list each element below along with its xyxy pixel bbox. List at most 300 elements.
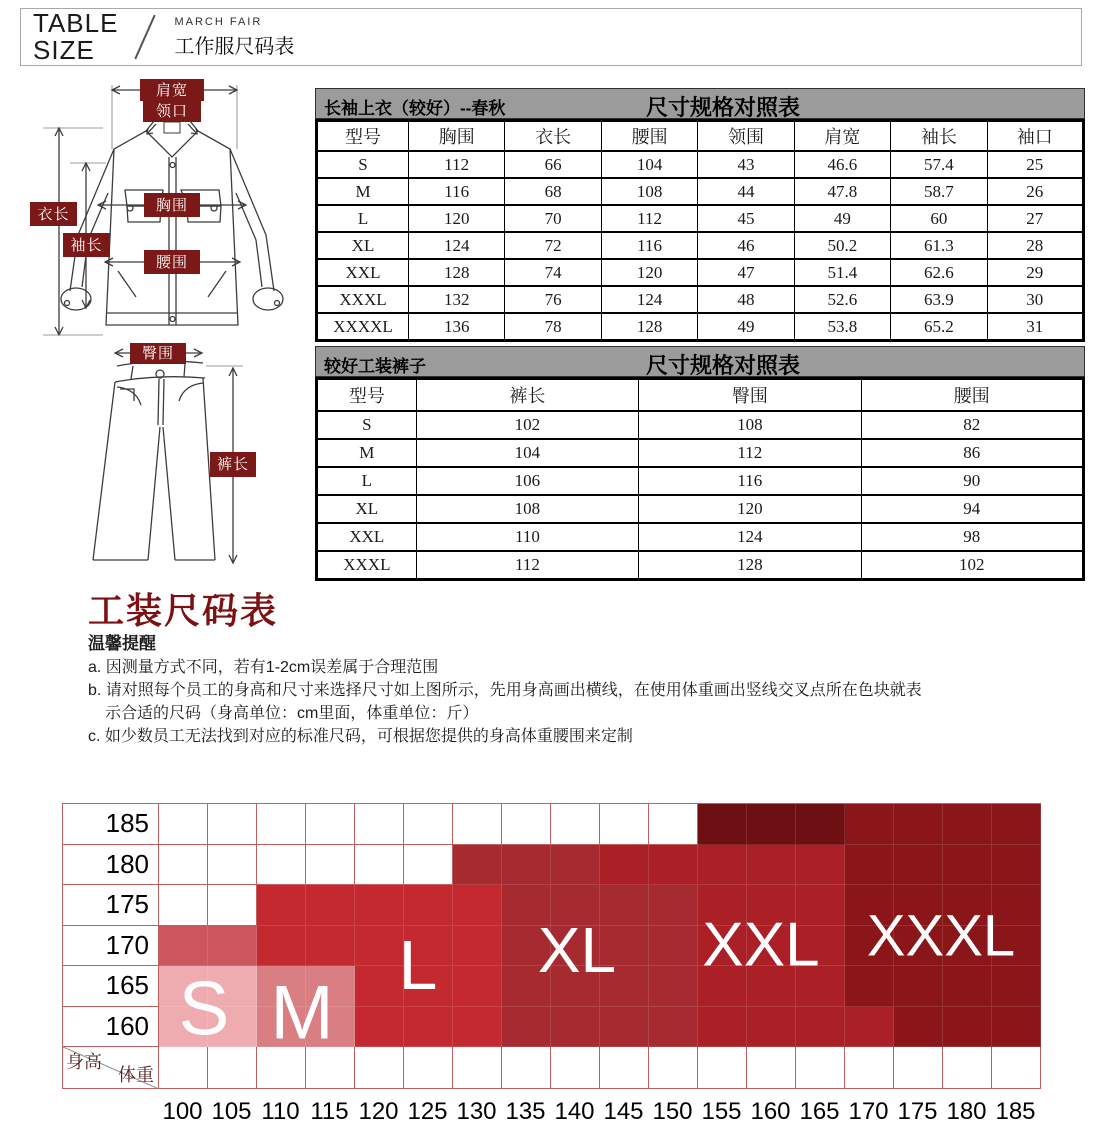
heatmap-cell xyxy=(404,966,453,1007)
table-cell: 61.3 xyxy=(891,232,987,259)
heatmap-cell xyxy=(159,1007,208,1048)
svg-text:袖长: 袖长 xyxy=(70,236,103,254)
table-cell: 28 xyxy=(987,232,1083,259)
table-cell: 120 xyxy=(409,205,505,232)
x-axis-label: 110 xyxy=(261,1098,300,1125)
table-row xyxy=(317,205,1084,232)
table-cell: M xyxy=(317,178,409,205)
table-cell: XXXL xyxy=(317,551,417,580)
table-cell: 29 xyxy=(987,259,1083,286)
table-header-row xyxy=(317,379,1084,412)
heatmap-cell xyxy=(208,1007,257,1048)
heatmap-cell xyxy=(551,885,600,926)
heatmap-cell xyxy=(355,845,404,886)
heatmap-cell xyxy=(796,926,845,967)
table-cell: XL xyxy=(317,495,417,523)
table-cell: S xyxy=(317,151,409,178)
table-row xyxy=(317,259,1084,286)
heatmap-cell xyxy=(600,966,649,1007)
brand-text xyxy=(174,16,294,59)
y-axis-label: 160 xyxy=(63,1007,159,1048)
heatmap-cell xyxy=(698,804,747,845)
heatmap-cell xyxy=(208,804,257,845)
column-header: 腰围 xyxy=(861,379,1083,412)
column-header: 裤长 xyxy=(416,379,638,412)
column-header: 型号 xyxy=(317,121,409,152)
column-header: 腰围 xyxy=(601,121,697,152)
size-zone-label-xxxl: XXXL xyxy=(866,903,1016,969)
table-cell: L xyxy=(317,205,409,232)
table-cell: 120 xyxy=(601,259,697,286)
table-cell: 50.2 xyxy=(794,232,890,259)
empty-axis-cell xyxy=(894,1047,943,1089)
table-cell: 66 xyxy=(505,151,601,178)
table-row xyxy=(317,286,1084,313)
table-cell: 108 xyxy=(639,411,861,439)
table-cell: 116 xyxy=(639,467,861,495)
empty-axis-cell xyxy=(747,1047,796,1089)
notes-block xyxy=(88,632,1018,748)
jacket-size-table xyxy=(315,88,1085,342)
heatmap-cell xyxy=(845,804,894,845)
table-cell: S xyxy=(317,411,417,439)
heatmap-cell xyxy=(502,966,551,1007)
x-axis-label: 155 xyxy=(701,1098,742,1125)
heatmap-cell xyxy=(551,926,600,967)
heatmap-cell xyxy=(404,926,453,967)
table-cell: 45 xyxy=(698,205,794,232)
heatmap-cell xyxy=(600,804,649,845)
table-cell: 26 xyxy=(987,178,1083,205)
heatmap-cell xyxy=(355,1007,404,1048)
empty-axis-cell xyxy=(502,1047,551,1089)
heatmap-cell xyxy=(943,804,992,845)
pants-table-title: 较好工装裤子 xyxy=(324,357,426,376)
table-cell: 90 xyxy=(861,467,1083,495)
table-cell: 25 xyxy=(987,151,1083,178)
x-axis-title: 体重 xyxy=(118,1065,154,1085)
x-axis-label: 115 xyxy=(310,1098,349,1125)
heatmap-cell xyxy=(992,845,1041,886)
table-cell: 49 xyxy=(698,313,794,341)
height-weight-size-chart xyxy=(62,803,1041,1126)
table-row xyxy=(317,232,1084,259)
heatmap-cell xyxy=(747,966,796,1007)
brand-name: MARCH FAIR xyxy=(174,15,263,28)
table-row xyxy=(317,313,1084,341)
heatmap-cell xyxy=(257,885,306,926)
table-cell: 72 xyxy=(505,232,601,259)
heatmap-cell xyxy=(698,926,747,967)
table-cell: 102 xyxy=(416,411,638,439)
y-axis-label: 185 xyxy=(63,804,159,845)
table-cell: 30 xyxy=(987,286,1083,313)
heatmap-cell xyxy=(747,804,796,845)
x-axis-label: 180 xyxy=(946,1098,987,1125)
column-header: 袖长 xyxy=(891,121,987,152)
heatmap-cell xyxy=(551,845,600,886)
heatmap-cell xyxy=(943,926,992,967)
size-zone-label-m: M xyxy=(270,970,334,1056)
table-cell: 104 xyxy=(416,439,638,467)
y-axis-label: 180 xyxy=(63,845,159,886)
table-cell: 46 xyxy=(698,232,794,259)
table-cell: 76 xyxy=(505,286,601,313)
logo-line-1: TABLE xyxy=(33,8,119,38)
heatmap-cell xyxy=(551,804,600,845)
x-axis-label: 175 xyxy=(897,1098,938,1125)
empty-axis-cell xyxy=(796,1047,845,1089)
table-cell: 98 xyxy=(861,523,1083,551)
table-cell: 63.9 xyxy=(891,286,987,313)
heatmap-cell xyxy=(600,845,649,886)
heatmap-cell xyxy=(257,804,306,845)
heatmap-cell xyxy=(992,966,1041,1007)
heatmap-cell xyxy=(159,804,208,845)
empty-axis-cell xyxy=(159,1047,208,1089)
table-cell: 49 xyxy=(794,205,890,232)
label-cloth-length xyxy=(30,202,77,226)
jacket-table-title: 长袖上衣（较好）--春秋 xyxy=(324,99,506,118)
table-cell: 104 xyxy=(601,151,697,178)
table-cell: 70 xyxy=(505,205,601,232)
svg-text:肩宽: 肩宽 xyxy=(155,81,189,99)
jacket-table xyxy=(315,119,1085,342)
heatmap-cell xyxy=(649,804,698,845)
heatmap-cell xyxy=(845,845,894,886)
table-cell: 74 xyxy=(505,259,601,286)
heatmap-cell xyxy=(992,926,1041,967)
note-line: c. 如少数员工无法找到对应的标准尺码，可根据您提供的身高体重腰围来定制 xyxy=(88,728,633,745)
empty-axis-cell xyxy=(698,1047,747,1089)
y-axis-label: 165 xyxy=(63,966,159,1007)
table-cell: 57.4 xyxy=(891,151,987,178)
table-cell: 112 xyxy=(601,205,697,232)
column-header: 领围 xyxy=(698,121,794,152)
size-zone-label-xl: XL xyxy=(537,914,617,986)
heatmap-cell xyxy=(551,966,600,1007)
heatmap-cell xyxy=(649,885,698,926)
page-title: 工作服尺码表 xyxy=(174,35,295,58)
heatmap-cell xyxy=(208,845,257,886)
heatmap-cell xyxy=(796,1007,845,1048)
heatmap-cell xyxy=(894,926,943,967)
jacket-table-subtitle: 尺寸规格对照表 xyxy=(646,95,801,120)
heatmap-cell xyxy=(404,1007,453,1048)
column-header: 袖口 xyxy=(987,121,1083,152)
heatmap-cell xyxy=(796,804,845,845)
table-cell: 31 xyxy=(987,313,1083,341)
column-header: 型号 xyxy=(317,379,417,412)
table-cell: 27 xyxy=(987,205,1083,232)
pants-table xyxy=(315,377,1085,581)
size-zone-label-xxl: XXL xyxy=(702,910,820,980)
heatmap-cell xyxy=(257,926,306,967)
table-cell: 124 xyxy=(409,232,505,259)
heatmap-cell xyxy=(306,845,355,886)
heatmap-cell xyxy=(649,1007,698,1048)
table-cell: 53.8 xyxy=(794,313,890,341)
heatmap-cell xyxy=(502,885,551,926)
heatmap-cell xyxy=(894,885,943,926)
heatmap-cell xyxy=(208,966,257,1007)
table-row xyxy=(317,467,1084,495)
empty-axis-cell xyxy=(404,1047,453,1089)
table-cell: 48 xyxy=(698,286,794,313)
table-row xyxy=(317,551,1084,580)
column-header: 臀围 xyxy=(639,379,861,412)
table-cell: 124 xyxy=(639,523,861,551)
table-cell: 94 xyxy=(861,495,1083,523)
x-axis-label: 130 xyxy=(456,1098,497,1125)
heatmap-cell xyxy=(208,926,257,967)
heatmap-cell xyxy=(404,845,453,886)
table-cell: 116 xyxy=(409,178,505,205)
heatmap-cell xyxy=(943,845,992,886)
empty-axis-cell xyxy=(649,1047,698,1089)
table-cell: L xyxy=(317,467,417,495)
table-cell: 51.4 xyxy=(794,259,890,286)
heatmap-cell xyxy=(649,966,698,1007)
empty-axis-cell xyxy=(306,1047,355,1089)
notes-heading: 温馨提醒 xyxy=(88,634,156,653)
table-cell: 62.6 xyxy=(891,259,987,286)
heatmap-cell xyxy=(894,804,943,845)
heatmap-cell xyxy=(894,845,943,886)
empty-axis-cell xyxy=(355,1047,404,1089)
heatmap-cell xyxy=(306,885,355,926)
label-chest xyxy=(144,193,200,217)
heatmap-cell xyxy=(404,885,453,926)
table-header-row xyxy=(317,121,1084,152)
heatmap-cell xyxy=(747,926,796,967)
x-axis-label: 140 xyxy=(554,1098,595,1125)
empty-axis-cell xyxy=(600,1047,649,1089)
column-header: 胸围 xyxy=(409,121,505,152)
table-cell: 78 xyxy=(505,313,601,341)
y-axis-title: 身高 xyxy=(66,1052,102,1072)
heatmap-cell xyxy=(943,1007,992,1048)
table-cell: 136 xyxy=(409,313,505,341)
heatmap-cell xyxy=(306,1007,355,1048)
table-cell: 128 xyxy=(601,313,697,341)
table-row xyxy=(317,178,1084,205)
heatmap-cell xyxy=(404,804,453,845)
svg-text:衣长: 衣长 xyxy=(37,205,70,223)
x-axis-label: 160 xyxy=(750,1098,791,1125)
heatmap-cell xyxy=(453,845,502,886)
table-cell: 68 xyxy=(505,178,601,205)
heatmap-cell xyxy=(453,804,502,845)
heatmap-cell xyxy=(502,926,551,967)
heatmap-cell xyxy=(355,885,404,926)
section-title: 工装尺码表 xyxy=(88,590,279,631)
header xyxy=(20,8,1082,66)
x-axis-label: 120 xyxy=(358,1098,399,1125)
heatmap-cell xyxy=(943,966,992,1007)
note-line: b. 请对照每个员工的身高和尺寸来选择尺寸如上图所示，先用身高画出横线，在使用体重画出竖线交叉点所在色块就表 xyxy=(88,682,922,699)
heatmap-cell xyxy=(600,885,649,926)
column-header: 衣长 xyxy=(505,121,601,152)
table-row xyxy=(317,151,1084,178)
column-header: 肩宽 xyxy=(794,121,890,152)
axis-corner-cell xyxy=(63,1047,159,1089)
table-cell: M xyxy=(317,439,417,467)
heatmap-cell xyxy=(992,885,1041,926)
table-cell: 116 xyxy=(601,232,697,259)
note-line: 示合适的尺码（身高单位：cm里面，体重单位：斤） xyxy=(105,705,479,722)
table-cell: 112 xyxy=(416,551,638,580)
heatmap-cell xyxy=(698,966,747,1007)
heatmap-cell xyxy=(894,966,943,1007)
table-cell: 47 xyxy=(698,259,794,286)
heatmap-cell xyxy=(747,1007,796,1048)
table-cell: 128 xyxy=(409,259,505,286)
empty-axis-cell xyxy=(943,1047,992,1089)
heatmap-cell xyxy=(698,845,747,886)
heatmap-cell xyxy=(747,885,796,926)
heatmap-cell xyxy=(698,885,747,926)
label-sleeve-length xyxy=(63,233,110,257)
heatmap-cell xyxy=(502,1007,551,1048)
heatmap-cell xyxy=(355,966,404,1007)
heatmap-cell xyxy=(992,804,1041,845)
heatmap-cell xyxy=(551,1007,600,1048)
size-zone-label-s: S xyxy=(178,966,230,1052)
pants-table-subtitle: 尺寸规格对照表 xyxy=(646,353,801,378)
heatmap-cell xyxy=(355,804,404,845)
heatmap-cell xyxy=(600,1007,649,1048)
x-axis-label: 125 xyxy=(407,1098,448,1125)
x-axis-label: 165 xyxy=(799,1098,840,1125)
x-axis-label: 150 xyxy=(652,1098,693,1125)
heatmap-cell xyxy=(159,966,208,1007)
heatmap-cell xyxy=(747,845,796,886)
svg-text:领口: 领口 xyxy=(155,102,189,120)
heatmap-cell xyxy=(698,1007,747,1048)
x-axis-label: 185 xyxy=(995,1098,1036,1125)
svg-text:腰围: 腰围 xyxy=(155,253,189,271)
heatmap-cell xyxy=(502,804,551,845)
heatmap-cell xyxy=(845,885,894,926)
table-cell: XXXXL xyxy=(317,313,409,341)
table-cell: 110 xyxy=(416,523,638,551)
table-cell: 52.6 xyxy=(794,286,890,313)
heatmap-cell xyxy=(992,1007,1041,1048)
heatmap-cell xyxy=(796,885,845,926)
table-cell: XXL xyxy=(317,523,417,551)
heatmap-cell xyxy=(453,1007,502,1048)
table-cell: 108 xyxy=(601,178,697,205)
table-cell: 132 xyxy=(409,286,505,313)
x-axis-label: 170 xyxy=(848,1098,889,1125)
heatmap-cell xyxy=(159,845,208,886)
table-row xyxy=(317,523,1084,551)
label-waist xyxy=(144,250,200,274)
empty-axis-cell xyxy=(551,1047,600,1089)
empty-axis-cell xyxy=(992,1047,1041,1089)
table-cell: 47.8 xyxy=(794,178,890,205)
y-axis-label: 170 xyxy=(63,926,159,967)
heatmap-cell xyxy=(208,885,257,926)
heatmap-cell xyxy=(257,966,306,1007)
heatmap-cell xyxy=(306,804,355,845)
svg-text:臀围: 臀围 xyxy=(141,344,175,362)
table-row xyxy=(317,411,1084,439)
empty-axis-cell xyxy=(208,1047,257,1089)
heatmap-cell xyxy=(649,926,698,967)
heatmap-cell xyxy=(845,1007,894,1048)
table-row xyxy=(317,495,1084,523)
pants-table-header-bar xyxy=(315,346,1085,377)
table-row xyxy=(317,439,1084,467)
table-cell: 128 xyxy=(639,551,861,580)
table-cell: 43 xyxy=(698,151,794,178)
heatmap-cell xyxy=(453,926,502,967)
table-cell: XXL xyxy=(317,259,409,286)
label-collar xyxy=(143,101,201,122)
size-zone-label-l: L xyxy=(398,926,438,1004)
table-cell: 120 xyxy=(639,495,861,523)
table-cell: 46.6 xyxy=(794,151,890,178)
heatmap-cell xyxy=(894,1007,943,1048)
table-cell: 60 xyxy=(891,205,987,232)
heatmap-cell xyxy=(453,966,502,1007)
table-cell: 106 xyxy=(416,467,638,495)
empty-axis-cell xyxy=(257,1047,306,1089)
heatmap-cell xyxy=(796,966,845,1007)
table-cell: XXXL xyxy=(317,286,409,313)
table-cell: 102 xyxy=(861,551,1083,580)
x-axis-label: 100 xyxy=(162,1098,203,1125)
table-cell: 65.2 xyxy=(891,313,987,341)
heatmap-cell xyxy=(306,966,355,1007)
table-cell: 44 xyxy=(698,178,794,205)
heatmap-cell xyxy=(502,845,551,886)
heatmap-cell xyxy=(796,845,845,886)
heatmap-cell xyxy=(257,845,306,886)
heatmap-cell xyxy=(943,885,992,926)
empty-axis-cell xyxy=(453,1047,502,1089)
svg-text:胸围: 胸围 xyxy=(155,196,189,214)
label-pants-length xyxy=(210,452,256,477)
heatmap-cell xyxy=(159,926,208,967)
table-cell: 86 xyxy=(861,439,1083,467)
note-line: a. 因测量方式不同，若有1-2cm误差属于合理范围 xyxy=(88,659,439,676)
empty-axis-cell xyxy=(845,1047,894,1089)
heatmap-cell xyxy=(306,926,355,967)
heatmap-cell xyxy=(649,845,698,886)
heatmap-cell xyxy=(355,926,404,967)
heatmap-cell xyxy=(845,926,894,967)
slash-divider-icon xyxy=(135,15,156,60)
jacket-table-header-bar xyxy=(315,88,1085,119)
heatmap-cell xyxy=(453,885,502,926)
heatmap-cell xyxy=(600,926,649,967)
table-cell: 124 xyxy=(601,286,697,313)
heatmap-cell xyxy=(845,966,894,1007)
brand-logo xyxy=(33,10,118,64)
logo-line-2: SIZE xyxy=(33,35,95,65)
label-shoulder-width xyxy=(140,79,204,101)
table-cell: 112 xyxy=(409,151,505,178)
label-hip xyxy=(130,343,186,364)
garment-measurement-diagram xyxy=(30,75,320,580)
table-cell: 58.7 xyxy=(891,178,987,205)
svg-text:裤长: 裤长 xyxy=(216,455,250,473)
pants-size-table xyxy=(315,346,1085,581)
table-cell: 82 xyxy=(861,411,1083,439)
